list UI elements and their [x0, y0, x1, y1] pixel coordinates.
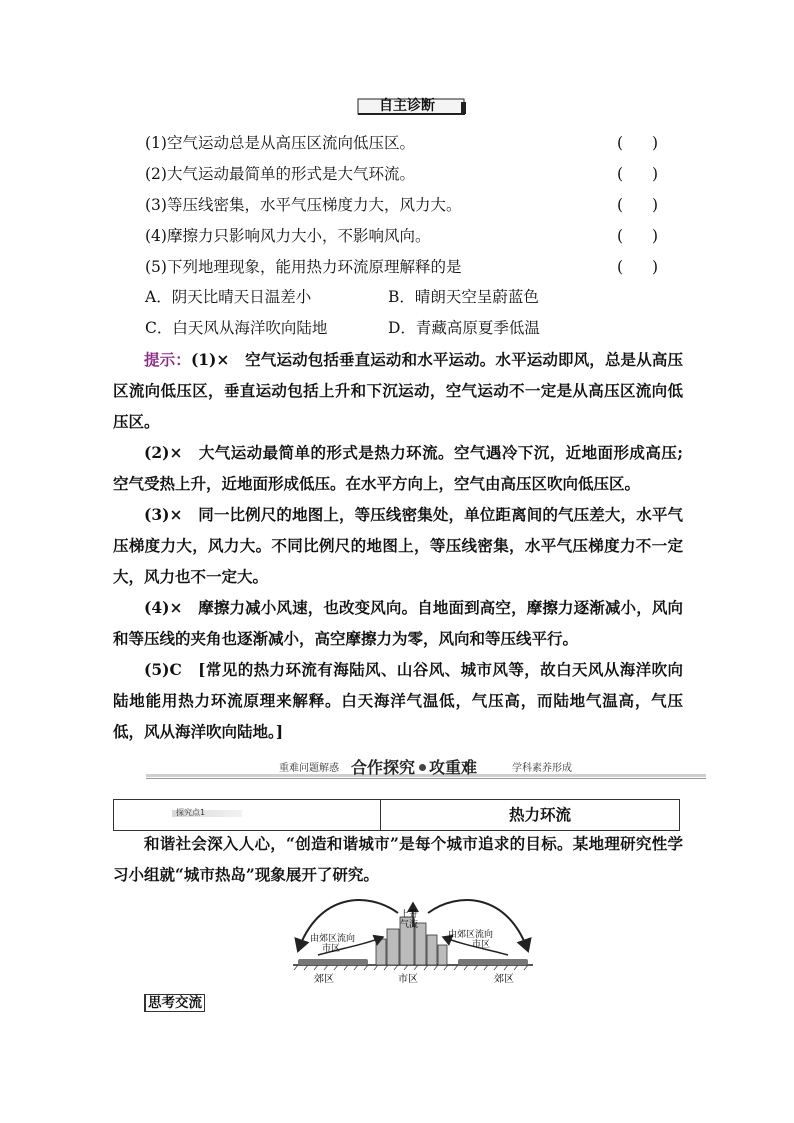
- section-dot-icon: [419, 764, 426, 771]
- option-a: A．阴天比晴天日温差小: [145, 288, 312, 306]
- hint-paragraph-5: (5)C [常见的热力环流有海陆风、山谷风、城市风等，故白天风从海洋吹向陆地能用热力环流原理来解释。白天海洋气温低，气压高，而陆地气温高，气压低，风从海洋吹向陆地。]: [113, 660, 683, 741]
- rising-label-2: 气流: [400, 920, 419, 930]
- heat-island-diagram: [288, 893, 538, 985]
- suburb-right-vegetation: [458, 959, 528, 965]
- section-right-caption: 学科素养形成: [512, 763, 572, 774]
- answer-blank-1: ( ): [617, 134, 671, 152]
- hint-paragraph-1: 提示：(1)× 空气运动包括垂直运动和水平运动。水平运动即风，总是从高压区流向低压区，垂直运动包括上升和下沉运动，空气运动不一定是从高压区流向低压区。: [113, 350, 683, 431]
- hint-paragraph-3: (3)× 同一比例尺的地图上，等压线密集处，单位距离间的气压差大，水平气压梯度力大，风力大。不同比例尺的地图上，等压线密集，水平气压梯度力不一定大，风力也不一定大。: [113, 505, 683, 586]
- option-c: C．白天风从海洋吹向陆地: [145, 319, 328, 337]
- question-3: (3)等压线密集，水平气压梯度力大，风力大。: [145, 196, 462, 214]
- answer-blank-3: ( ): [617, 196, 671, 214]
- option-b: B．晴朗天空呈蔚蓝色: [388, 288, 539, 306]
- ground-label-left: 郊区: [314, 974, 334, 985]
- hint-label: 提示：: [144, 350, 191, 369]
- explore-point-table: [113, 799, 680, 831]
- left-flow-label-1: 由郊区流向: [310, 934, 356, 944]
- section-header: [146, 758, 706, 782]
- question-4: (4)摩擦力只影响风力大小，不影响风向。: [145, 227, 431, 245]
- question-1: (1)空气运动总是从高压区流向低压区。: [145, 134, 415, 152]
- left-flow-label-2: 市区: [322, 944, 341, 954]
- answer-blank-2: ( ): [617, 165, 671, 183]
- option-d: D．青藏高原夏季低温: [388, 319, 540, 337]
- hint-paragraph-4: (4)× 摩擦力减小风速，也改变风向。自地面到高空，摩擦力逐渐减小，风向和等压线的夹角也逐渐减小，高空摩擦力为零，风向和等压线平行。: [113, 598, 683, 648]
- explore-tag: 探究点1: [176, 808, 206, 817]
- right-flow-label-2: 市区: [472, 940, 491, 950]
- question-2: (2)大气运动最简单的形式是大气环流。: [145, 165, 415, 183]
- ground-label-center: 市区: [398, 974, 418, 985]
- intro-paragraph: 和谐社会深入人心，“创造和谐城市”是每个城市追求的目标。某地理研究性学习小组就“城市热岛”现象展开了研究。: [113, 834, 683, 884]
- section-title-a: 合作探究: [351, 758, 416, 777]
- section-header-rule: [146, 758, 706, 782]
- explore-title: 热力环流: [509, 805, 572, 824]
- table-divider: [380, 800, 381, 830]
- section-title-b: 攻重难: [429, 758, 478, 777]
- right-flow-label-1: 由郊区流向: [448, 930, 494, 940]
- rising-label-1: 上升: [400, 910, 419, 920]
- think-exchange-label: 思考交流: [144, 994, 205, 1012]
- self-check-title: 自主诊断: [379, 98, 435, 114]
- section-left-caption: 重难问题解惑: [279, 763, 339, 774]
- suburb-left-vegetation: [298, 959, 368, 965]
- answer-blank-4: ( ): [617, 227, 671, 245]
- ground-label-right: 郊区: [494, 974, 514, 985]
- answer-blank-5: ( ): [617, 258, 671, 276]
- hint-paragraph-2: (2)× 大气运动最简单的形式是热力环流。空气遇冷下沉，近地面形成高压;空气受热上升，近地面形成低压。在水平方向上，空气由高压区吹向低压区。: [113, 443, 683, 493]
- question-5: (5)下列地理现象，能用热力环流原理解释的是: [145, 258, 462, 276]
